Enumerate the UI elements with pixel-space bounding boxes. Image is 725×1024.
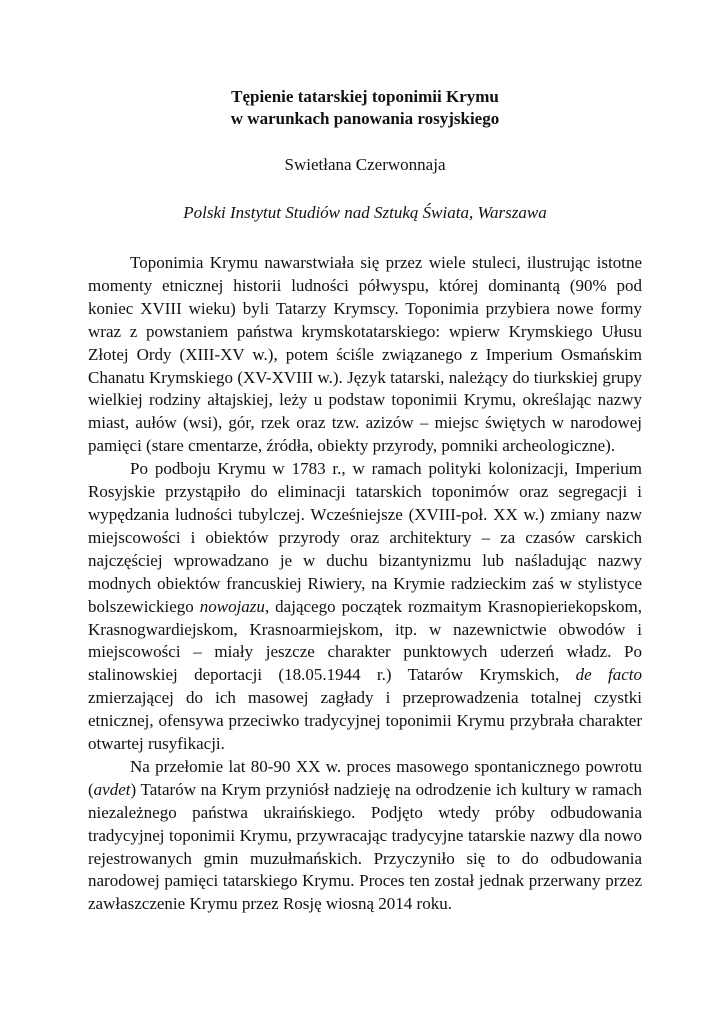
paragraph-3-text-b: ) Tatarów na Krym przyniósł nadzieję na odrodzenie ich kultury w ramach niezależnego państwa ukraińskiego. Podjęto wtedy próby odbudowania tradycyjnej toponimii Krymu, przywracając tradycyjne tatarskie nazwy dla nowo rejestrowanych gmin muzułmańskich. Przyczyniło się to do odbudowania narodowej pamięci tatarskiego Krymu. Proces ten został jednak przerwany przez zawłaszczenie Krymu przez Rosję wiosną 2014 roku. [88, 779, 642, 914]
paragraph-3-italic-term: avdet [93, 779, 131, 799]
paragraph-2 [88, 458, 642, 756]
paragraph-2-italic-term-2: de facto [575, 665, 642, 685]
paragraph-2-text-a: Po podboju Krymu w 1783 r., w ramach polityki kolonizacji, Imperium Rosyjskie przystąpiło do eliminacji tatarskich toponimów oraz segregacji i wypędzania ludności tubylczej. Wcześniejsze (XVIII-poł. XX w.) zmiany nazw miejscowości i obiektów przyrody oraz architektury – za czasów carskich najczęściej wprowadzano je w duchu bizantynizmu lub naśladując nazwy modnych obiektów francuskiej Riwiery, na Krymie radzieckim zaś w stylistyce bolszewickiego [88, 459, 642, 616]
paragraph-2-text-c: zmierzającej do ich masowej zagłady i przeprowadzenia totalnej czystki etnicznej, ofensywa przeciwko tradycyjnej toponimii Krymu przybrała charakter otwartej rusyfikacji. [88, 688, 642, 754]
paragraph-3 [88, 756, 642, 916]
document-page [88, 86, 642, 916]
paragraph-1-text: Toponimia Krymu nawarstwiała się przez wiele stuleci, ilustrując istotne momenty etnicznej historii ludności półwyspu, której dominantą (90% pod koniec XVIII wieku) byli Tatarzy Krymscy. Toponimia przybiera nowe formy wraz z powstaniem państwa krymskotatarskiego: wpierw Krymskiego Ułusu Złotej Ordy (XIII-XV w.), potem ściśle związanego z Imperium Osmańskim Chanatu Krymskiego (XV-XVIII w.). Język tatarski, należący do tiurkskiej grupy wielkiej rodziny ałtajskiej, leży u podstaw toponimii Krymu, określając nazwy miast, aułów (wsi), gór, rzek oraz tzw. azizów – miejsc świętych w narodowej pamięci (stare cmentarze, źródła, obiekty przyrody, pomniki archeologiczne). [88, 253, 642, 456]
paragraph-2-italic-term-1: nowojazu [199, 596, 265, 616]
paragraph-1 [88, 252, 642, 458]
paragraph-3-text-a: Na przełomie lat 80-90 XX w. proces masowego spontanicznego powrotu ( [88, 756, 642, 799]
author-affiliation: Polski Instytut Studiów nad Sztuką Świata, Warszawa [183, 203, 547, 222]
author-name: Swietłana Czerwonnaja [284, 155, 446, 174]
title-line-1: Tępienie tatarskiej toponimii Krymu [231, 87, 499, 106]
title-line-2: w warunkach panowania rosyjskiego [230, 109, 500, 128]
paper-body [88, 252, 642, 916]
paper-title [88, 86, 642, 130]
paragraph-2-text-b: , dającego początek rozmaitym Krasnopieriekopskom, Krasnogwardiejskom, Krasnoarmiejskom, itp. w nazewnictwie obwodów i miejscowości – miały jeszcze charakter punktowych uderzeń władz. Po stalinowskiej deportacji (18.05.1944 r.) Tatarów Krymskich, [88, 596, 643, 685]
